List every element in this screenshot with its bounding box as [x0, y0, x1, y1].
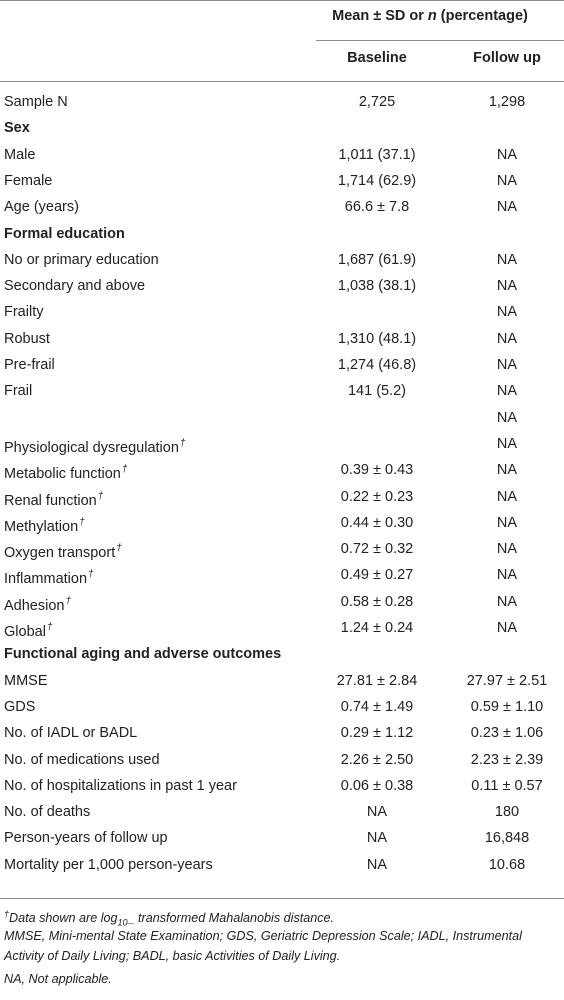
row-label [4, 89, 68, 115]
row-label [4, 668, 48, 694]
table-row [0, 589, 564, 615]
table-row [0, 115, 564, 141]
row-label-text: Frailty [4, 304, 44, 321]
followup-cell: 1,298 [488, 94, 526, 110]
row-label-text: Inflammation [4, 571, 88, 588]
row-label [4, 299, 43, 325]
baseline-cell: 66.6 ± 7.8 [344, 199, 410, 216]
dagger-mark: † [116, 543, 122, 555]
table-row [0, 536, 564, 562]
baseline-cell: 1,310 (48.1) [337, 330, 417, 347]
dagger-mark: † [121, 464, 128, 476]
table-row [0, 405, 564, 431]
baseline-cell: 1,687 (61.9) [337, 251, 417, 268]
header-baseline: Baseline [347, 50, 407, 66]
dagger-mark: † [179, 437, 186, 449]
row-label-text: Formal education [4, 225, 125, 242]
followup-cell: NA [496, 330, 518, 347]
header-group-rule [316, 40, 564, 41]
dagger-mark: † [46, 622, 53, 633]
footnote-1-post: _ transformed Mahalanobis distance. [127, 911, 335, 925]
row-label-text: Metabolic function [4, 466, 121, 483]
baseline-cell: 2,725 [358, 94, 396, 110]
row-label [4, 273, 145, 299]
followup-cell: 0.11 ± 0.57 [471, 777, 543, 794]
table-row [0, 273, 564, 299]
header-group [300, 8, 560, 24]
baseline-cell: 2.26 ± 2.50 [340, 751, 414, 768]
followup-cell: NA [496, 541, 518, 558]
row-label [4, 247, 159, 273]
followup-cell: NA [496, 462, 518, 479]
followup-cell: 27.97 ± 2.51 [466, 672, 548, 689]
followup-cell: NA [496, 488, 518, 505]
baseline-cell: NA [366, 804, 388, 821]
table-row [0, 825, 564, 851]
followup-cell: NA [496, 278, 518, 295]
baseline-cell: 0.58 ± 0.28 [340, 593, 414, 610]
row-label [4, 378, 32, 404]
table-row [0, 457, 564, 483]
table-row [0, 615, 564, 641]
followup-cell: NA [496, 251, 518, 268]
table-row [0, 747, 564, 773]
dagger-mark: † [88, 569, 94, 581]
table-row [0, 168, 564, 194]
baseline-cell: 1.24 ± 0.24 [340, 620, 414, 636]
baseline-cell: NA [366, 856, 388, 873]
row-label-text: No. of medications used [4, 751, 160, 768]
section-label [4, 641, 281, 667]
header-group-text-post: (percentage) [436, 8, 528, 24]
baseline-cell: 1,038 (38.1) [337, 278, 417, 295]
row-label-text: No or primary education [4, 251, 159, 268]
row-label-text: Sample N [4, 94, 68, 110]
table-row [0, 326, 564, 352]
dagger-mark: † [79, 516, 85, 528]
table-row [0, 194, 564, 220]
followup-cell: NA [496, 435, 518, 452]
row-label-text: Pre-frail [4, 357, 55, 373]
footnote-abbreviations: MMSE, Mini-mental State Examination; GDS, Geriatric Depression Scale; IADL, Instrumental Activity of Daily Living; BADL, basic Activities of Daily Living. [4, 929, 522, 963]
footnote-1-sub: 10 [117, 917, 128, 928]
dagger-mark: † [97, 490, 104, 502]
row-label-text: Physiological dysregulation [4, 439, 179, 456]
table-row [0, 720, 564, 746]
row-label-text: No. of hospitalizations in past 1 year [4, 777, 237, 794]
bottom-rule [0, 898, 564, 899]
table-row [0, 142, 564, 168]
baseline-cell: 0.49 ± 0.27 [340, 567, 414, 584]
row-label-text: Adhesion [4, 597, 65, 614]
followup-cell: NA [496, 172, 518, 189]
followup-cell: NA [496, 567, 518, 584]
row-label [4, 326, 50, 352]
row-label-text: No. of deaths [4, 804, 91, 821]
row-label-text: Male [4, 146, 36, 163]
followup-cell: NA [496, 383, 518, 400]
row-label [4, 720, 137, 746]
baseline-cell: 0.44 ± 0.30 [340, 514, 414, 531]
followup-cell: NA [496, 357, 518, 373]
footnote-na: NA, Not applicable. [4, 972, 112, 986]
followup-cell: NA [496, 620, 518, 636]
table-row [0, 668, 564, 694]
top-rule [0, 0, 564, 1]
baseline-cell: 0.72 ± 0.32 [340, 541, 414, 558]
followup-cell: NA [496, 199, 518, 216]
dagger-mark: † [65, 595, 72, 607]
followup-cell: 2.23 ± 2.39 [470, 751, 544, 768]
followup-cell: 16,848 [484, 830, 530, 847]
baseline-cell: 1,714 (62.9) [337, 172, 417, 189]
row-label-text: GDS [4, 698, 36, 715]
row-label-text: Age (years) [4, 199, 79, 216]
row-label-text: Robust [4, 330, 50, 347]
row-label-text: Mortality per 1,000 person-years [4, 856, 213, 873]
row-label [4, 852, 213, 878]
row-label [4, 194, 79, 220]
row-label [4, 773, 237, 799]
table-row [0, 89, 564, 115]
table-row [0, 510, 564, 536]
row-label [4, 352, 55, 378]
baseline-cell: 1,011 (37.1) [338, 146, 416, 163]
header-group-text: Mean ± SD or [332, 8, 428, 24]
row-label-text: Functional aging and adverse outcomes [4, 646, 282, 663]
table-row [0, 484, 564, 510]
row-label-text: No. of IADL or BADL [4, 725, 138, 742]
table-row [0, 773, 564, 799]
followup-cell: 180 [494, 804, 520, 821]
row-label-text: Methylation [4, 518, 79, 535]
row-label-text: Renal function [4, 492, 97, 509]
followup-cell: 10.68 [488, 856, 526, 873]
baseline-cell: 0.29 ± 1.12 [340, 725, 414, 742]
table-row [0, 852, 564, 878]
footnote-1-pre: Data shown are log [9, 911, 118, 925]
followup-cell: NA [496, 409, 518, 426]
baseline-cell: NA [366, 830, 388, 847]
row-label-text: Oxygen transport [4, 545, 116, 562]
row-label-text: Sex [4, 120, 30, 137]
table-row [0, 431, 564, 457]
section-label [4, 221, 125, 247]
table-row [0, 352, 564, 378]
baseline-cell: 1,274 (46.8) [337, 357, 417, 373]
row-label [4, 168, 52, 194]
row-label-text: MMSE [4, 672, 48, 689]
header-rule [0, 81, 564, 82]
table-row [0, 378, 564, 404]
baseline-cell: 0.39 ± 0.43 [340, 462, 414, 479]
row-label [4, 747, 160, 773]
row-label-text: Female [4, 172, 53, 189]
table-row [0, 641, 564, 667]
baseline-cell: 141 (5.2) [347, 383, 407, 400]
table-row [0, 247, 564, 273]
row-label [4, 825, 168, 851]
followup-cell: NA [496, 514, 518, 531]
footnote-dagger-mark: † [4, 909, 10, 919]
followup-cell: 0.59 ± 1.10 [470, 698, 544, 715]
header-followup: Follow up [473, 50, 541, 66]
followup-cell: NA [496, 146, 518, 163]
followup-cell: 0.23 ± 1.06 [470, 725, 544, 742]
row-label-text: Frail [4, 383, 33, 400]
followup-cell: NA [496, 593, 518, 610]
row-label-text: Secondary and above [4, 278, 146, 295]
row-label [4, 142, 35, 168]
baseline-cell: 0.22 ± 0.23 [340, 488, 414, 505]
row-label [4, 799, 90, 825]
baseline-cell: 0.06 ± 0.38 [340, 777, 414, 794]
table-row [0, 299, 564, 325]
table-row [0, 221, 564, 247]
row-label-text: Person-years of follow up [4, 830, 168, 847]
table-row [0, 562, 564, 588]
followup-cell: NA [496, 304, 518, 321]
baseline-cell: 0.74 ± 1.49 [340, 698, 414, 715]
row-label-text: Global [4, 624, 46, 640]
header-group-n: n [427, 8, 437, 24]
table-row [0, 799, 564, 825]
section-label [4, 115, 30, 141]
table-row [0, 694, 564, 720]
baseline-cell: 27.81 ± 2.84 [336, 672, 418, 689]
row-label [4, 694, 35, 720]
